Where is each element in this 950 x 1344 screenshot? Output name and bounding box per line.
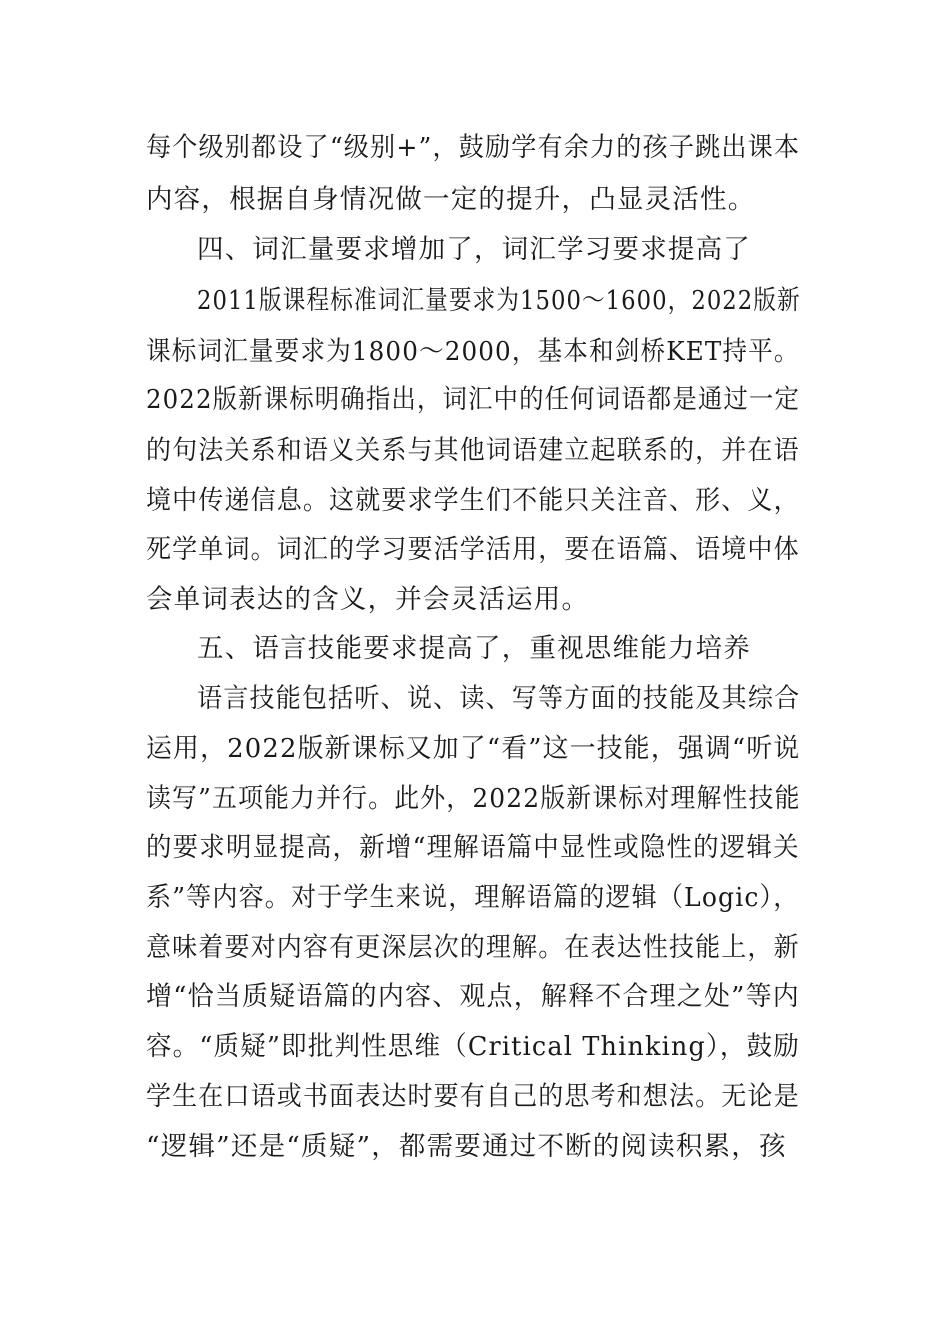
text-line: 读写”五项能力并行。此外，2022版新课标对理解性技能 [146, 783, 801, 814]
text-line: “逻辑”还是“质疑”，都需要通过不断的阅读积累，孩 [146, 1131, 787, 1162]
text-line: 每个级别都设了“级别+”，鼓励学有余力的孩子跳出课本 [146, 132, 801, 163]
text-line: 境中传递信息。这就要求学生们不能只关注音、形、义， [146, 485, 800, 516]
text-line: 容。“质疑”即批判性思维（Critical Thinking），鼓励 [146, 1031, 800, 1062]
text-line: 死学单词。词汇的学习要活学活用，要在语篇、语境中体 [146, 534, 800, 565]
text-line: 意味着要对内容有更深层次的理解。在表达性技能上，新 [146, 932, 800, 963]
section-heading: 四、词汇量要求增加了，词汇学习要求提高了 [197, 234, 751, 265]
paragraph-first-line: 2011版课程标准词汇量要求为1500～1600，2022版新 [197, 285, 801, 316]
text-line: 内容，根据自身情况做一定的提升，凸显灵活性。 [146, 184, 756, 215]
text-line: 2022版新课标明确指出，词汇中的任何词语都是通过一定 [146, 384, 801, 415]
paragraph-first-line: 语言技能包括听、说、读、写等方面的技能及其综合 [197, 683, 801, 714]
text-line: 的要求明显提高，新增“理解语篇中显性或隐性的逻辑关 [146, 832, 800, 863]
text-line: 课标词汇量要求为1800～2000，基本和剑桥KET持平。 [146, 336, 800, 367]
section-heading: 五、语言技能要求提高了，重视思维能力培养 [197, 633, 751, 664]
text-line: 会单词表达的含义，并会灵活运用。 [146, 584, 590, 615]
text-line: 增“恰当质疑语篇的内容、观点，解释不合理之处”等内 [146, 981, 800, 1012]
text-line: 运用，2022版新课标又加了“看”这一技能，强调“听说 [146, 733, 801, 764]
text-line: 的句法关系和语义关系与其他词语建立起联系的，并在语 [146, 435, 800, 466]
text-line: 系”等内容。对于学生来说，理解语篇的逻辑（Logic）， [146, 882, 800, 913]
text-line: 学生在口语或书面表达时要有自己的思考和想法。无论是 [146, 1081, 800, 1112]
